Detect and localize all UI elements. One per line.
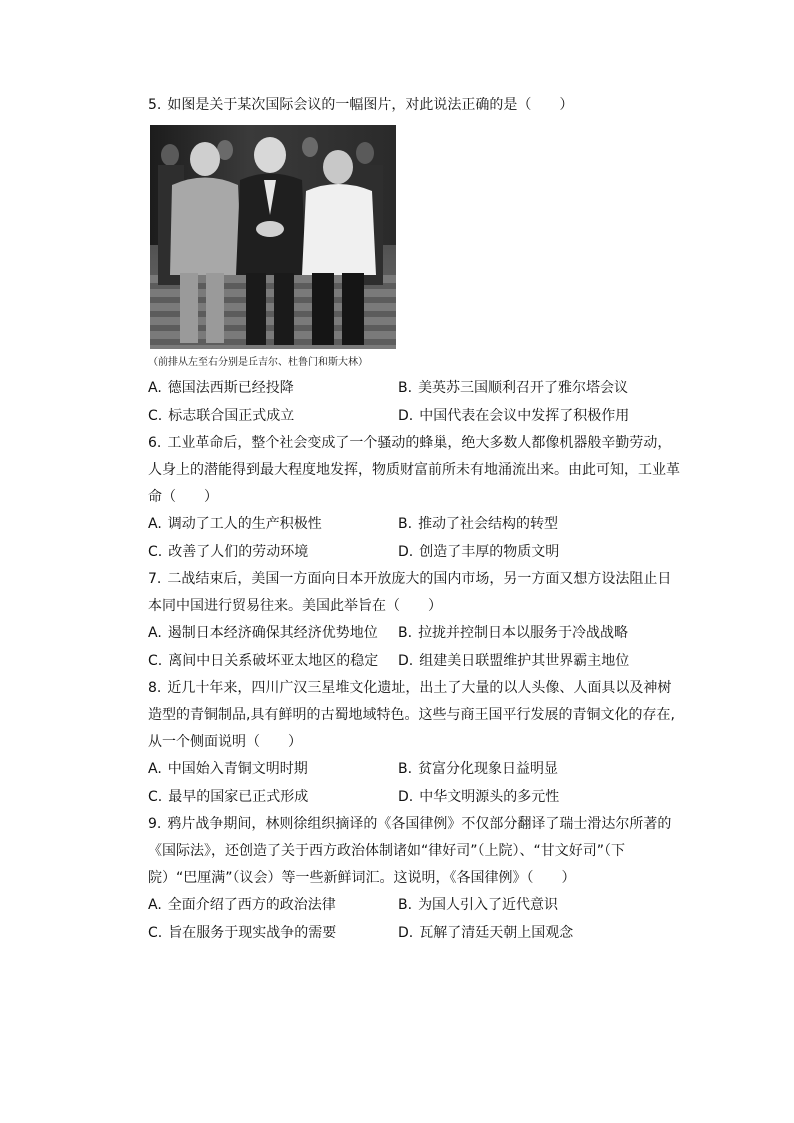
question-stem-line: 7. 二战结束后，美国一方面向日本开放庞大的国内市场，另一方面又想方设法阻止日 [148,571,672,587]
options-grid [148,892,658,947]
option-c[interactable]: C. 改善了人们的劳动环境 [148,543,309,560]
question-stem-line: 6. 工业革命后，整个社会变成了一个骚动的蜂巢，绝大多数人都像机器般辛勤劳动， [148,435,672,451]
option-d[interactable]: D. 创造了丰厚的物质文明 [398,543,560,560]
question-8 [148,675,675,811]
photo-caption: （前排从左至右分别是丘吉尔、杜鲁门和斯大林） [148,357,368,368]
option-b[interactable]: B. 拉拢并控制日本以服务于冷战战略 [398,625,629,641]
question-stem-line: 本同中国进行贸易往来。美国此举旨在（ ） [148,598,442,614]
question-stem-line: 8. 近几十年来，四川广汉三星堆文化遗址，出土了大量的以人头像、人面具以及神树 [148,680,672,696]
option-b[interactable]: B. 为国人引入了近代意识 [398,897,559,913]
option-a[interactable]: A. 全面介绍了西方的政治法律 [148,897,336,913]
question-stem-line: 从一个侧面说明（ ） [148,734,302,750]
option-a[interactable]: A. 调动了工人的生产积极性 [148,516,322,532]
question-stem-line: 《国际法》，还创造了关于西方政治体制诸如“律好司”（上院）、“甘文好司”（下 [148,843,626,859]
option-c[interactable]: C. 标志联合国正式成立 [148,407,295,424]
question-5 [148,92,658,430]
conference-photo [150,125,396,349]
option-a[interactable]: A. 中国始入青铜文明时期 [148,761,308,777]
option-b[interactable]: B. 推动了社会结构的转型 [398,516,559,532]
options-grid [148,620,658,675]
question-number: 8. [148,680,162,696]
question-list [148,92,680,947]
option-d[interactable]: D. 中华文明源头的多元性 [398,788,560,805]
option-a[interactable]: A. 遏制日本经济确保其经济优势地位 [148,625,378,641]
option-d[interactable]: D. 组建美日联盟维护其世界霸主地位 [398,652,630,669]
question-7 [148,566,672,675]
option-b[interactable]: B. 贫富分化现象日益明显 [398,761,559,777]
question-6 [148,430,680,566]
question-stem-line: 命（ ） [148,489,218,505]
question-stem-line: 人身上的潜能得到最大程度地发挥，物质财富前所未有地涌流出来。由此可知，工业革 [148,462,680,478]
question-number: 5. [148,97,162,113]
question-number: 6. [148,435,162,451]
option-a[interactable]: A. 德国法西斯已经投降 [148,380,294,396]
question-stem-line: 院）“巴厘满”（议会）等一些新鲜词汇。这说明，《各国律例》（ ） [148,870,576,886]
photo-figures [150,125,396,349]
options-grid [148,375,658,430]
question-stem-text: 如图是关于某次国际会议的一幅图片，对此说法正确的是（ ） [167,97,574,113]
question-number: 7. [148,571,162,587]
options-grid [148,511,658,566]
option-c[interactable]: C. 旨在服务于现实战争的需要 [148,924,337,941]
question-stem-line [148,92,658,119]
options-grid [148,756,658,811]
question-9 [148,811,672,947]
question-stem-line: 9. 鸦片战争期间，林则徐组织摘译的《各国律例》不仅部分翻译了瑞士滑达尔所著的 [148,816,672,832]
option-b[interactable]: B. 美英苏三国顺利召开了雅尔塔会议 [398,380,629,396]
question-stem-line: 造型的青铜制品,具有鲜明的古蜀地域特色。这些与商王国平行发展的青铜文化的存在, [148,707,675,723]
question-number: 9. [148,816,162,832]
option-c[interactable]: C. 最早的国家已正式形成 [148,788,309,805]
option-d[interactable]: D. 瓦解了清廷天朝上国观念 [398,924,574,941]
option-c[interactable]: C. 离间中日关系破坏亚太地区的稳定 [148,652,379,669]
option-d[interactable]: D. 中国代表在会议中发挥了积极作用 [398,407,630,424]
